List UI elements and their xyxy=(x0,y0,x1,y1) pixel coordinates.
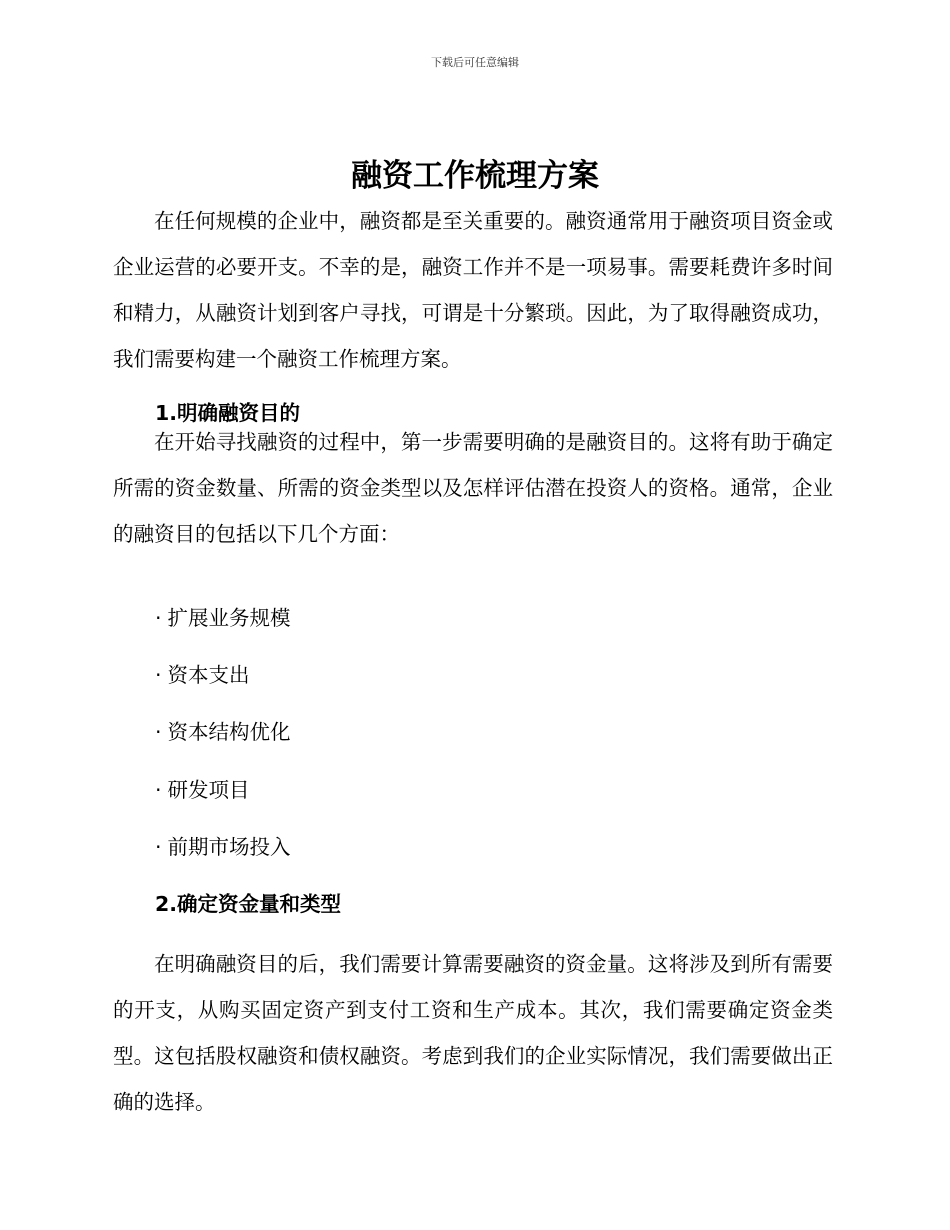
header-note: 下载后可任意编辑 xyxy=(431,56,519,69)
bullet-item xyxy=(155,603,291,633)
bullet-item xyxy=(155,775,250,805)
bullet-dot-icon: · xyxy=(155,663,162,687)
bullet-item xyxy=(155,660,250,690)
bullet-dot-icon: · xyxy=(155,606,162,630)
bullet-item xyxy=(155,717,291,747)
section-1-paragraph: 在开始寻找融资的过程中，第一步需要明确的是融资目的。这将有助于确定所需的资金数量、所需的资金类型以及怎样评估潜在投资人的资格。通常，企业的融资目的包括以下几个方面： xyxy=(113,430,833,546)
intro-paragraph: 在任何规模的企业中，融资都是至关重要的。融资通常用于融资项目资金或企业运营的必要开支。不幸的是，融资工作并不是一项易事。需要耗费许多时间和精力，从融资计划到客户寻找，可谓是十分繁琐。因此，为了取得融资成功，我们需要构建一个融资工作梳理方案。 xyxy=(113,209,833,371)
bullet-item-text: 研发项目 xyxy=(167,778,250,802)
section-2-paragraph: 在明确融资目的后，我们需要计算需要融资的资金量。这将涉及到所有需要的开支，从购买固定资产到支付工资和生产成本。其次，我们需要确定资金类型。这包括股权融资和债权融资。考虑到我们的企业实际情况，我们需要做出正确的选择。 xyxy=(113,952,833,1114)
bullet-dot-icon: · xyxy=(155,720,162,744)
bullet-item-text: 资本支出 xyxy=(167,663,250,687)
section-heading-2: 2.确定资金量和类型 xyxy=(155,892,342,916)
section-heading-1: 1.明确融资目的 xyxy=(155,401,301,425)
bullet-item-text: 前期市场投入 xyxy=(167,835,291,859)
bullet-item-text: 扩展业务规模 xyxy=(167,606,291,630)
bullet-item xyxy=(155,832,291,862)
bullet-item-text: 资本结构优化 xyxy=(167,720,291,744)
bullet-dot-icon: · xyxy=(155,835,162,859)
bullet-dot-icon: · xyxy=(155,778,162,802)
page-title: 融资工作梳理方案 xyxy=(351,158,599,194)
